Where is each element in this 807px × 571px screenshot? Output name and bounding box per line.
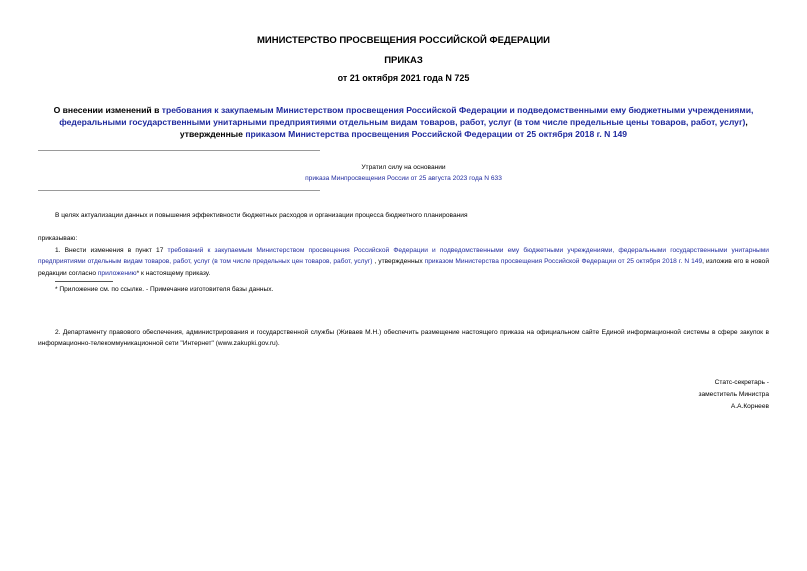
signature-name: А.А.Корнеев bbox=[730, 403, 769, 410]
title-text: , утвержденные bbox=[179, 117, 748, 139]
document-title bbox=[30, 104, 777, 140]
item-1-paragraph bbox=[38, 245, 769, 279]
item-1-text: , утвержденных bbox=[372, 258, 425, 266]
title-order-link[interactable]: приказом Министерства просвещения Российской Федерации от 25 октября 2018 г. N 149 bbox=[245, 129, 628, 139]
signature-position: Статс-секретарь - bbox=[714, 379, 769, 386]
item-1-order-link[interactable]: приказом Министерства просвещения Российской Федерации от 25 октября 2018 г. N 149 bbox=[424, 258, 703, 266]
ministry-heading: МИНИСТЕРСТВО ПРОСВЕЩЕНИЯ РОССИЙСКОЙ ФЕДЕРАЦИИ bbox=[256, 35, 551, 46]
lost-force-note: Утратил силу на основании bbox=[361, 164, 446, 171]
lost-force-order-link[interactable]: приказа Минпросвещения России от 25 августа 2023 года N 633 bbox=[305, 175, 502, 182]
divider bbox=[38, 150, 320, 151]
signature-block bbox=[698, 377, 769, 413]
item-1-text: * к настоящему приказу. bbox=[136, 269, 211, 277]
lost-force-link-row bbox=[0, 175, 807, 182]
document-date-number: от 21 октября 2021 года N 725 bbox=[337, 73, 470, 83]
item-1-requirements-link[interactable]: требований к закупаемым Министерством просвещения Российской Федерации и подведомственными ему бюджетными учреждениями, федеральными государственными унитарными предприятиями отдельным видам товаров, работ, услуг (в том числе предельных цен товаров, работ, услуг) bbox=[38, 247, 769, 266]
footnote-divider bbox=[55, 281, 113, 282]
order-word: приказываю: bbox=[38, 235, 78, 242]
item-2-paragraph: 2. Департаменту правового обеспечения, администрирования и государственной службы (Живаев М.Н.) обеспечить размещение настоящего приказа на официальном сайте Единой информационной системы в сфере закупок в информационно-телекоммуникационной сети "Интернет" (www.zakupki.gov.ru). bbox=[38, 329, 769, 348]
document-type: ПРИКАЗ bbox=[384, 55, 423, 66]
signature-position-2: заместитель Министра bbox=[698, 391, 769, 398]
title-requirements-link[interactable]: требования к закупаемым Министерством просвещения Российской Федерации и подведомственными ему бюджетными учреждениями, федеральными государственными унитарными предприятиями отдельным видам товаров, работ, услуг (в том числе предельные цены товаров, работ, услуг) bbox=[59, 105, 754, 127]
item-1-appendix-link[interactable]: приложению bbox=[97, 269, 137, 277]
purpose-paragraph: В целях актуализации данных и повышения эффективности бюджетных расходов и организации процесса бюджетного планирования bbox=[55, 212, 468, 219]
footnote: * Приложение см. по ссылке. - Примечание изготовителя базы данных. bbox=[55, 286, 274, 293]
title-text: О внесении изменений в bbox=[53, 105, 162, 115]
item-1-text: , изложив его в новой редакции согласно bbox=[38, 258, 769, 277]
item-1-text: 1. Внести изменения в пункт 17 bbox=[55, 247, 168, 254]
divider bbox=[38, 190, 320, 191]
